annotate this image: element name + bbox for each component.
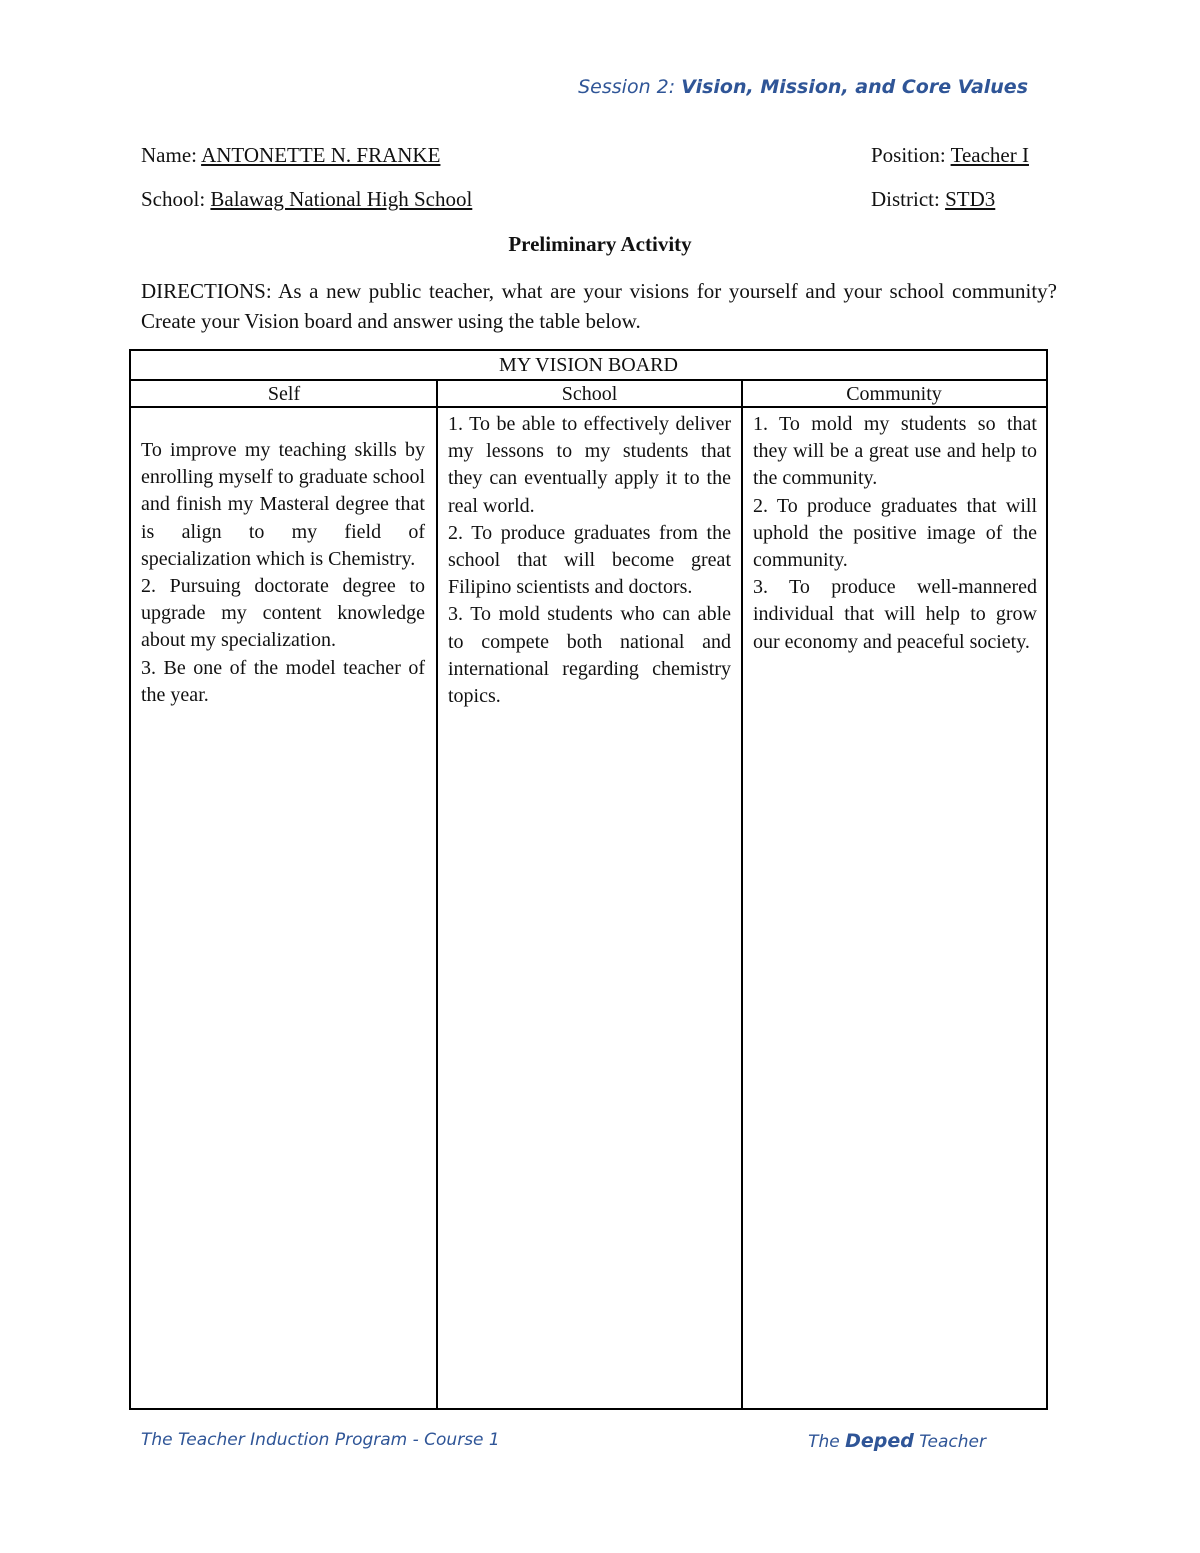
footer-brand [808, 1430, 986, 1452]
list-item: 2. Pursuing doctorate degree to upgrade my content knowledge about my specialization. [141, 575, 425, 652]
column-header-school: School [437, 381, 742, 408]
column-divider [436, 381, 438, 1408]
footer-brand-suffix: Teacher [919, 1432, 986, 1452]
session-header [578, 76, 1028, 98]
footer-brand-prefix: The [808, 1432, 840, 1452]
vision-board-title: MY VISION BOARD [131, 351, 1046, 381]
footer-course: The Teacher Induction Program - Course 1 [141, 1430, 500, 1450]
list-item: 3. Be one of the model teacher of the year. [141, 656, 425, 706]
name-field [141, 143, 440, 168]
list-item: To improve my teaching skills by enrolling myself to graduate school and finish my Masteral degree that is align to my field of specialization which is Chemistry. [141, 439, 425, 570]
session-title: Vision, Mission, and Core Values [681, 76, 1028, 98]
footer-brand-name: Deped [845, 1430, 914, 1452]
name-label: Name: [141, 143, 197, 167]
column-divider [741, 381, 743, 1408]
name-value: ANTONETTE N. FRANKE [201, 143, 441, 167]
list-item: 2. To produce graduates from the school that will become great Filipino scientists and doctors. [448, 521, 731, 599]
school-value: Balawag National High School [210, 187, 473, 211]
district-label: District: [871, 187, 940, 211]
cell-school [448, 411, 731, 710]
school-field [141, 187, 472, 212]
vision-board-table [129, 349, 1048, 1410]
position-field [871, 143, 1029, 168]
school-label: School: [141, 187, 206, 211]
list-item: 3. To produce well-mannered individual that will help to grow our economy and peaceful society. [753, 576, 1037, 653]
column-header-self: Self [131, 381, 437, 408]
cell-community [753, 411, 1037, 656]
column-header-community: Community [742, 381, 1046, 408]
position-value: Teacher I [950, 143, 1029, 167]
list-item: 1. To be able to effectively deliver my lessons to my students that they can eventually apply it to the real world. [448, 413, 731, 517]
activity-title: Preliminary Activity [508, 232, 692, 256]
session-label: Session 2: [578, 76, 676, 98]
list-item: 1. To mold my students so that they will be a great use and help to the community. [753, 413, 1037, 490]
position-label: Position: [871, 143, 946, 167]
list-item: 3. To mold students who can able to compete both national and international regarding chemistry topics. [448, 603, 731, 708]
district-field [871, 187, 995, 212]
list-item: 2. To produce graduates that will uphold the positive image of the community. [753, 494, 1037, 572]
district-value: STD3 [945, 187, 996, 211]
activity-directions: DIRECTIONS: As a new public teacher, what are your visions for yourself and your school community? Create your Vision board and answer using the table below. [141, 279, 1057, 333]
cell-self [141, 437, 425, 709]
